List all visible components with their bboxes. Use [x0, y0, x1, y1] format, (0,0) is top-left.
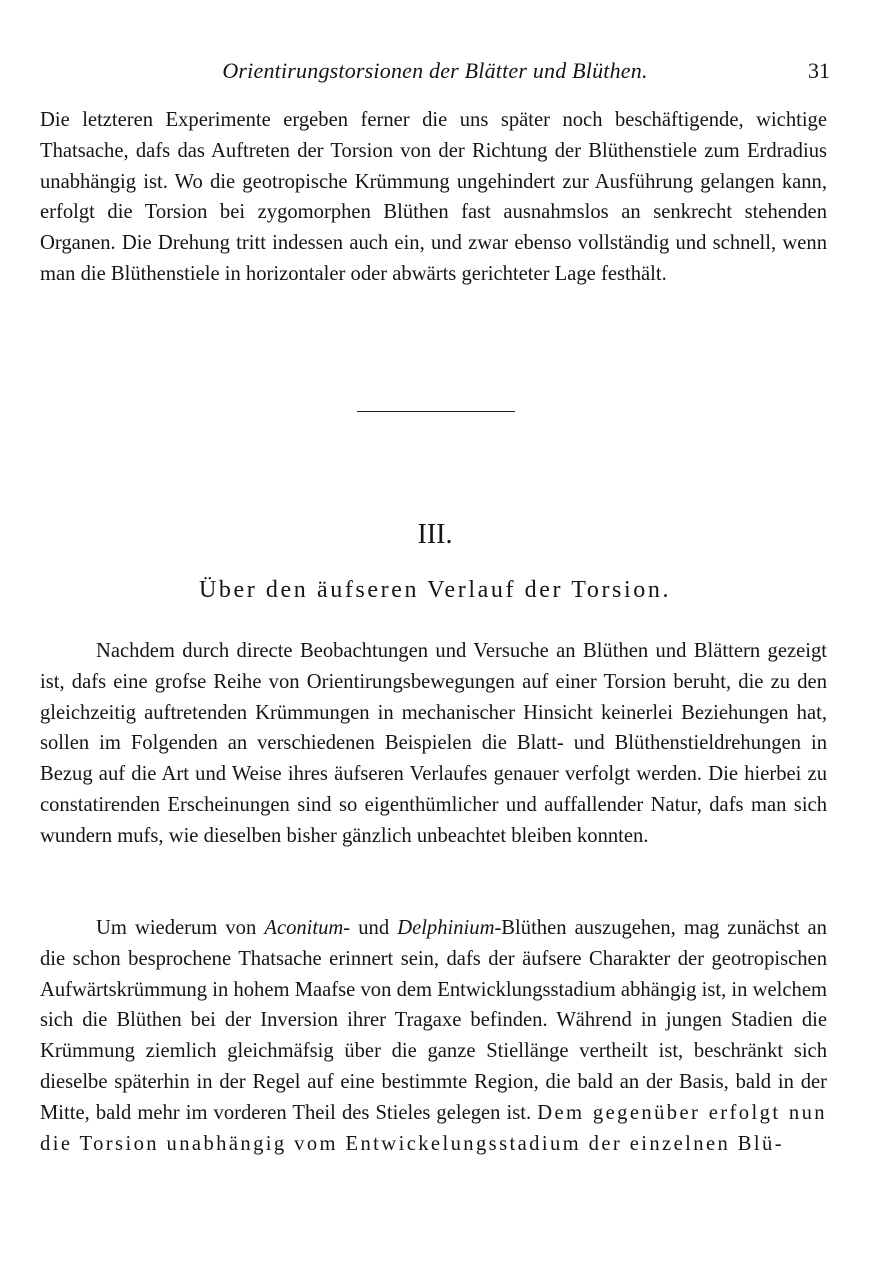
section-title: Über den äufseren Verlauf der Torsion.	[198, 577, 672, 603]
running-title: Orientirungstorsionen der Blätter und Blüthen.	[222, 58, 648, 83]
paragraph-3-text-b: - und	[343, 917, 390, 939]
section-number: III.	[417, 519, 453, 550]
paragraph-2-text: Nachdem durch directe Beobachtungen und Versuche an Blüthen und Blättern gezeigt ist, dafs eine grofse Reihe von Orientirungsbewegungen auf einer Torsion beruht, die zu den gleichzeitig auftretenden Krümmungen in mechanischer Hinsicht keinerlei Beziehungen hat, sollen im Folgenden an verschiedenen Beispielen die Blatt- und Blüthenstieldrehungen in Bezug auf die Art und Weise ihres äufseren Verlaufes genauer verfolgt werden. Die hierbei zu constatirenden Erscheinungen sind so eigenthümlicher und auffallender Natur, dafs man sich wundern mufs, wie dieselben bisher gänzlich unbeachtet bleiben konnten.	[40, 640, 827, 847]
paragraph-2	[40, 636, 827, 852]
paragraph-3	[40, 913, 827, 1159]
page-number: 31	[808, 58, 830, 83]
paragraph-3-text-c: -Blüthen auszugehen, mag zunächst an die schon besprochene Thatsache erinnert sein, dafs der äufsere Charakter der geotropischen Aufwärtskrümmung in hohem Maafse von dem Entwicklungsstadium abhängig ist, in welchem sich die Blüthen bei der Inversion ihrer Tragaxe befinden. Während in jungen Stadien die Krümmung ziemlich gleichmäfsig über die ganze Stiellänge vertheilt ist, beschränkt sich dieselbe späterhin in der Regel auf eine bestimmte Region, die bald an der Basis, bald in der Mitte, bald mehr im vorderen Theil des Stieles gelegen ist.	[40, 917, 827, 1124]
spaced-emphasis: Dem gegenüber erfolgt nun die Torsion unabhängig vom Entwickelungsstadium der einzelnen Blü-	[40, 1101, 827, 1155]
genus-aconitum: Aconitum	[264, 917, 344, 939]
running-header	[40, 56, 830, 86]
section-divider	[357, 411, 515, 412]
paragraph-3-text-a: Um wiederum von	[96, 917, 257, 939]
paragraph-1: Die letzteren Experimente ergeben ferner die uns später noch beschäftigende, wichtige Thatsache, dafs das Auftreten der Torsion von der Richtung der Blüthenstiele zum Erdradius unabhängig ist. Wo die geotropische Krümmung ungehindert zur Ausführung gelangen kann, erfolgt die Torsion bei zygomorphen Blüthen fast ausnahmslos an senkrecht stehenden Organen. Die Drehung tritt indessen auch ein, und zwar ebenso vollständig und schnell, wenn man die Blüthenstiele in horizontaler oder abwärts gerichteter Lage festhält.	[40, 109, 827, 285]
genus-delphinium: Delphinium	[397, 917, 495, 939]
